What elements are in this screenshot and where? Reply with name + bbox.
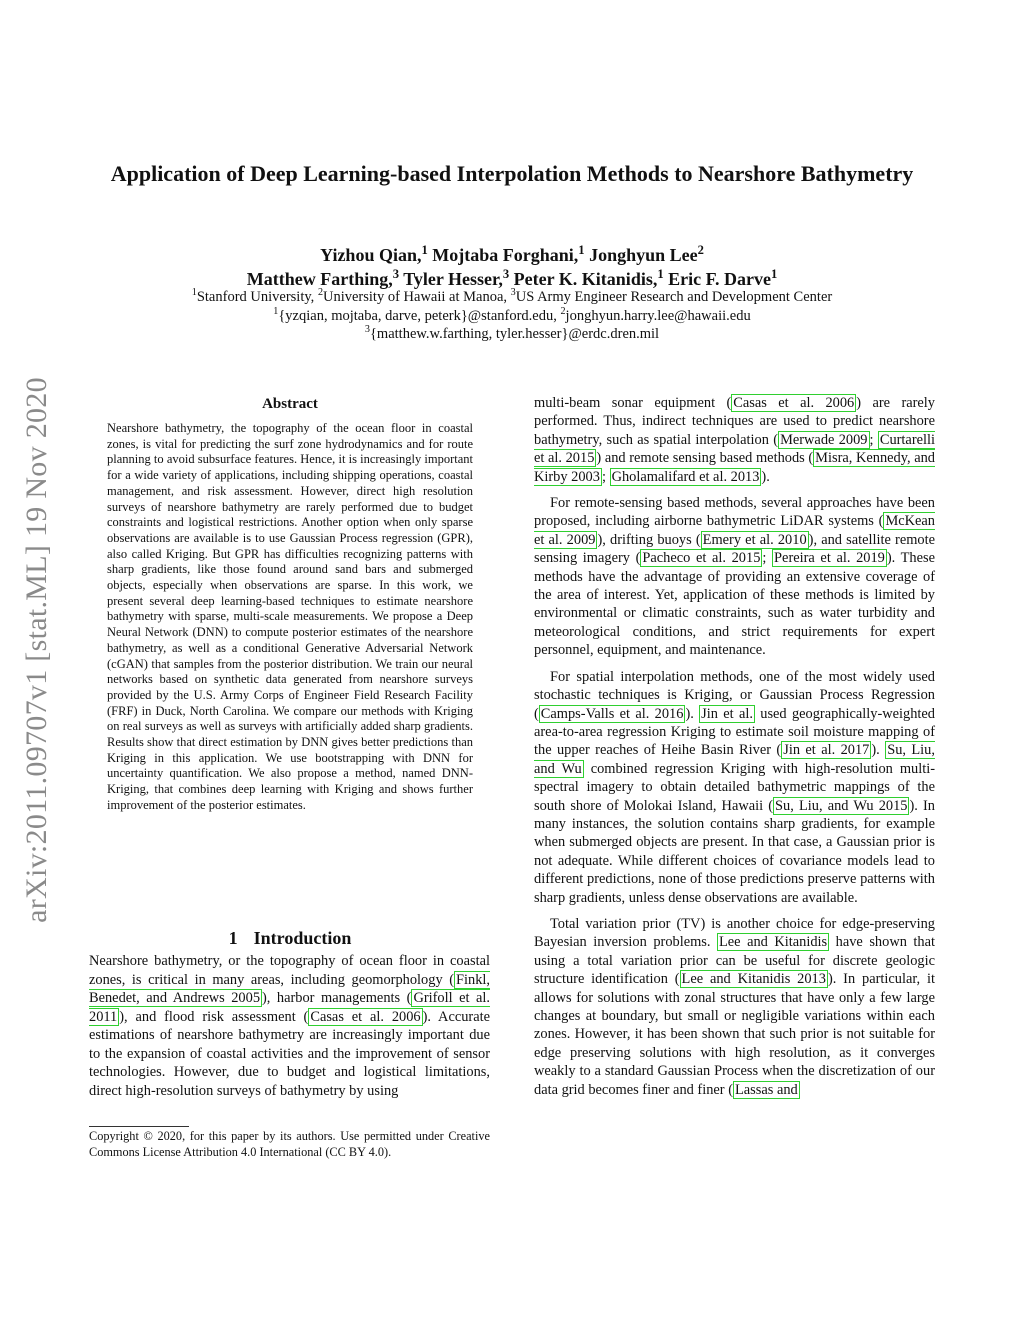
citation-link[interactable]: Jin et al. bbox=[701, 705, 753, 722]
copyright-footnote: Copyright © 2020, for this paper by its authors. Use permitted under Creative Commons License Attribution 4.0 International (CC BY 4.0). bbox=[89, 1129, 490, 1159]
abstract-text: Nearshore bathymetry, the topography of the ocean floor in coastal zones, is vital for predicting the surf zone hydrodynamics and for route planning to avoid subsurface features. Hence, it is increasingly important for a wide variety of applications, including shipping operations, coastal management, and risk assessment. However, direct high resolution surveys of nearshore bathymetry are rarely performed due to budget constraints and logistical restrictions. Another option when only sparse observations are available is to use Gaussian Process regression (GPR), also called Kriging. But GPR has difficulties recognizing patterns with sharp gradients, like those found around sand bars and submerged objects, especially when observations are sparse. In this work, we present several deep learning-based techniques to estimate nearshore bathymetry with sparse, multi-scale measurements. We propose a Deep Neural Network (DNN) to compute posterior estimates of the nearshore bathymetry, as well as a conditional Generative Adversarial Network (cGAN) that samples from the posterior distribution. We train our neural networks based on synthetic data generated from nearshore surveys provided by the U.S. Army Corps of Engineer Field Research Facility (FRF) in Duck, North Carolina. We compare our methods with Kriging on real surveys as well as surveys with artificially added sharp gradients. Results show that direct estimation by DNN gives better predictions than Kriging in this application. We use bootstrapping with DNN for uncertainty quantification. We also propose a method, named DNN-Kriging, that combines deep learning with Kriging and shows further improvement of the posterior estimates. bbox=[107, 421, 473, 812]
paragraph: For remote-sensing based methods, several approaches have been proposed, including airborne bathymetric LiDAR systems ( McKean et al. 2009 ), drifting buoys ( Emery et al. 2010 ), and satellite remote sensing imagery ( Pacheco et al. 2015 ; Pereira et al. 2019 ). These methods have the advantage of providing an extensive coverage of the area of interest. Yet, application of these methods is limited by environmental or climatic constraints, such as water turbidity and meteorological conditions, and strict requirements for expert personnel, equipment, and maintenance. bbox=[534, 495, 935, 659]
abstract-heading: Abstract bbox=[262, 396, 318, 412]
citation-link[interactable]: Gholamalifard et al. 2013 bbox=[611, 468, 760, 485]
email-line: $^1${yzqian, mojtaba, darve, peterk}@stanford.edu, $^2$jonghyun.harry.lee@hawaii.edu bbox=[273, 305, 751, 324]
author-name: Jonghyun Lee$^2$ bbox=[589, 243, 704, 265]
author-name: Yizhou Qian,$^1$ bbox=[320, 243, 428, 265]
citation-link[interactable]: Lassas and bbox=[734, 1081, 798, 1098]
citation-link[interactable]: Grifoll et al. 2011 bbox=[89, 990, 491, 1025]
arxiv-stamp: arXiv:2011.09707v1 [stat.ML] 19 Nov 2020 bbox=[20, 377, 53, 923]
footnote-rule bbox=[89, 1126, 189, 1127]
right-column bbox=[534, 394, 935, 1107]
citation-link[interactable]: Pacheco et al. 2015 bbox=[642, 550, 761, 567]
citation-link[interactable]: Casas et al. 2006 bbox=[733, 395, 855, 411]
citation-link[interactable]: Lee and Kitanidis bbox=[719, 934, 828, 951]
citation-link[interactable]: Emery et al. 2010 bbox=[702, 531, 807, 548]
citation-link[interactable]: Curtarelli et al. 2015 bbox=[534, 431, 935, 467]
author-line-1 bbox=[100, 243, 924, 267]
paper-title: Application of Deep Learning-based Interpolation Methods to Nearshore Bathymetry bbox=[110, 161, 914, 186]
author-name: Tyler Hesser,$^3$ bbox=[403, 267, 510, 289]
citation-link[interactable]: Camps-Valls et al. 2016 bbox=[540, 705, 684, 722]
paragraph: multi-beam sonar equipment ( Casas et al. 2006 ) are rarely performed. Thus, indirect techniques are used to predict nearshore bathymetry, such as spatial interpolation ( Merwade 2009 ; Curtarelli et al. 2015 ) and remote sensing based methods ( Misra, Kennedy, and Kirby 2003 ; Gholamalifard et al. 2013 ). bbox=[534, 395, 936, 485]
author-name: Matthew Farthing,$^3$ bbox=[246, 267, 400, 289]
author-name: Eric F. Darve$^1$ bbox=[668, 267, 778, 289]
author-name: Mojtaba Forghani,$^1$ bbox=[432, 243, 585, 265]
institution-line: $^1$Stanford University, $^2$University of Hawaii at Manoa, $^3$US Army Engineer Research and Development Center bbox=[191, 287, 833, 305]
citation-link[interactable]: Jin et al. 2017 bbox=[783, 742, 870, 759]
citation-link[interactable]: Finkl, Benedet, and Andrews 2005 bbox=[89, 971, 490, 1006]
author-list bbox=[100, 243, 924, 291]
paragraph: For spatial interpolation methods, one of the most widely used stochastic techniques is Kriging, or Gaussian Process Regression ( Camps-Valls et al. 2016 ). Jin et al. used geographically-weighted area-to-area regression Kriging to estimate soil moisture mapping of the upper reaches of Heihe Basin River ( Jin et al. 2017 ). Su, Liu, and Wu combined regression Kriging with high-resolution multi-spectral imagery to obtain detailed bathymetric mappings of the south shore of Molokai Island, Hawaii ( Su, Liu, and Wu 2015 ). In many instances, the solution contains sharp gradients, for example when submerged objects are present. In that case, a Gaussian prior is not adequate. While different choices of covariance models lead to different predictions, none of those predictions preserve patterns with sharp gradients, unless dense observations are available. bbox=[534, 668, 935, 906]
citation-link[interactable]: McKean et al. 2009 bbox=[534, 513, 935, 548]
citation-link[interactable]: Pereira et al. 2019 bbox=[774, 550, 885, 567]
email-line: $^3${matthew.w.farthing, tyler.hesser}@erdc.dren.mil bbox=[364, 324, 660, 342]
citation-link[interactable]: Su, Liu, and Wu 2015 bbox=[775, 797, 908, 814]
section-heading bbox=[88, 928, 492, 949]
section-number: 1 bbox=[228, 928, 238, 948]
citation-link[interactable]: Misra, Kennedy, and Kirby 2003 bbox=[534, 450, 935, 485]
citation-link[interactable]: Su, Liu, and Wu bbox=[534, 742, 935, 777]
paragraph: Total variation prior (TV) is another choice for edge-preserving Bayesian inversion problems. Lee and Kitanidis have shown that using a total variation prior can be useful for discrete geologic structure identification ( Lee and Kitanidis 2013 ). In particular, it allows for solutions with zonal structures that have only a few large changes at boundary, but small or negligible variations within each zones. However, it has been shown that such prior is not suitable for edge preserving solutions with high resolution, as it converges weakly to a standard Gaussian Process when the discretization of our data grid becomes finer and finer ( Lassas and bbox=[534, 915, 935, 1098]
intro-paragraph: Nearshore bathymetry, or the topography of ocean floor in coastal zones, is critical in many areas, including geomorphology ( Finkl, Benedet, and Andrews 2005 ), harbor managements ( Grifoll et al. 2011 ), and flood risk assessment ( Casas et al. 2006 ). Accurate estimations of nearshore bathymetry are increasingly important due to the expansion of coastal activities and the improvement of sensor technologies. However, due to budget and logistical limitations, direct high-resolution surveys of bathymetry by using bbox=[89, 953, 491, 1099]
section-title: Introduction bbox=[253, 928, 352, 948]
citation-link[interactable]: Casas et al. 2006 bbox=[310, 1008, 421, 1025]
affiliations bbox=[100, 288, 924, 344]
citation-link[interactable]: Lee and Kitanidis 2013 bbox=[681, 971, 826, 988]
author-name: Peter K. Kitanidis,$^1$ bbox=[513, 267, 664, 289]
citation-link[interactable]: Merwade 2009 bbox=[780, 431, 868, 448]
